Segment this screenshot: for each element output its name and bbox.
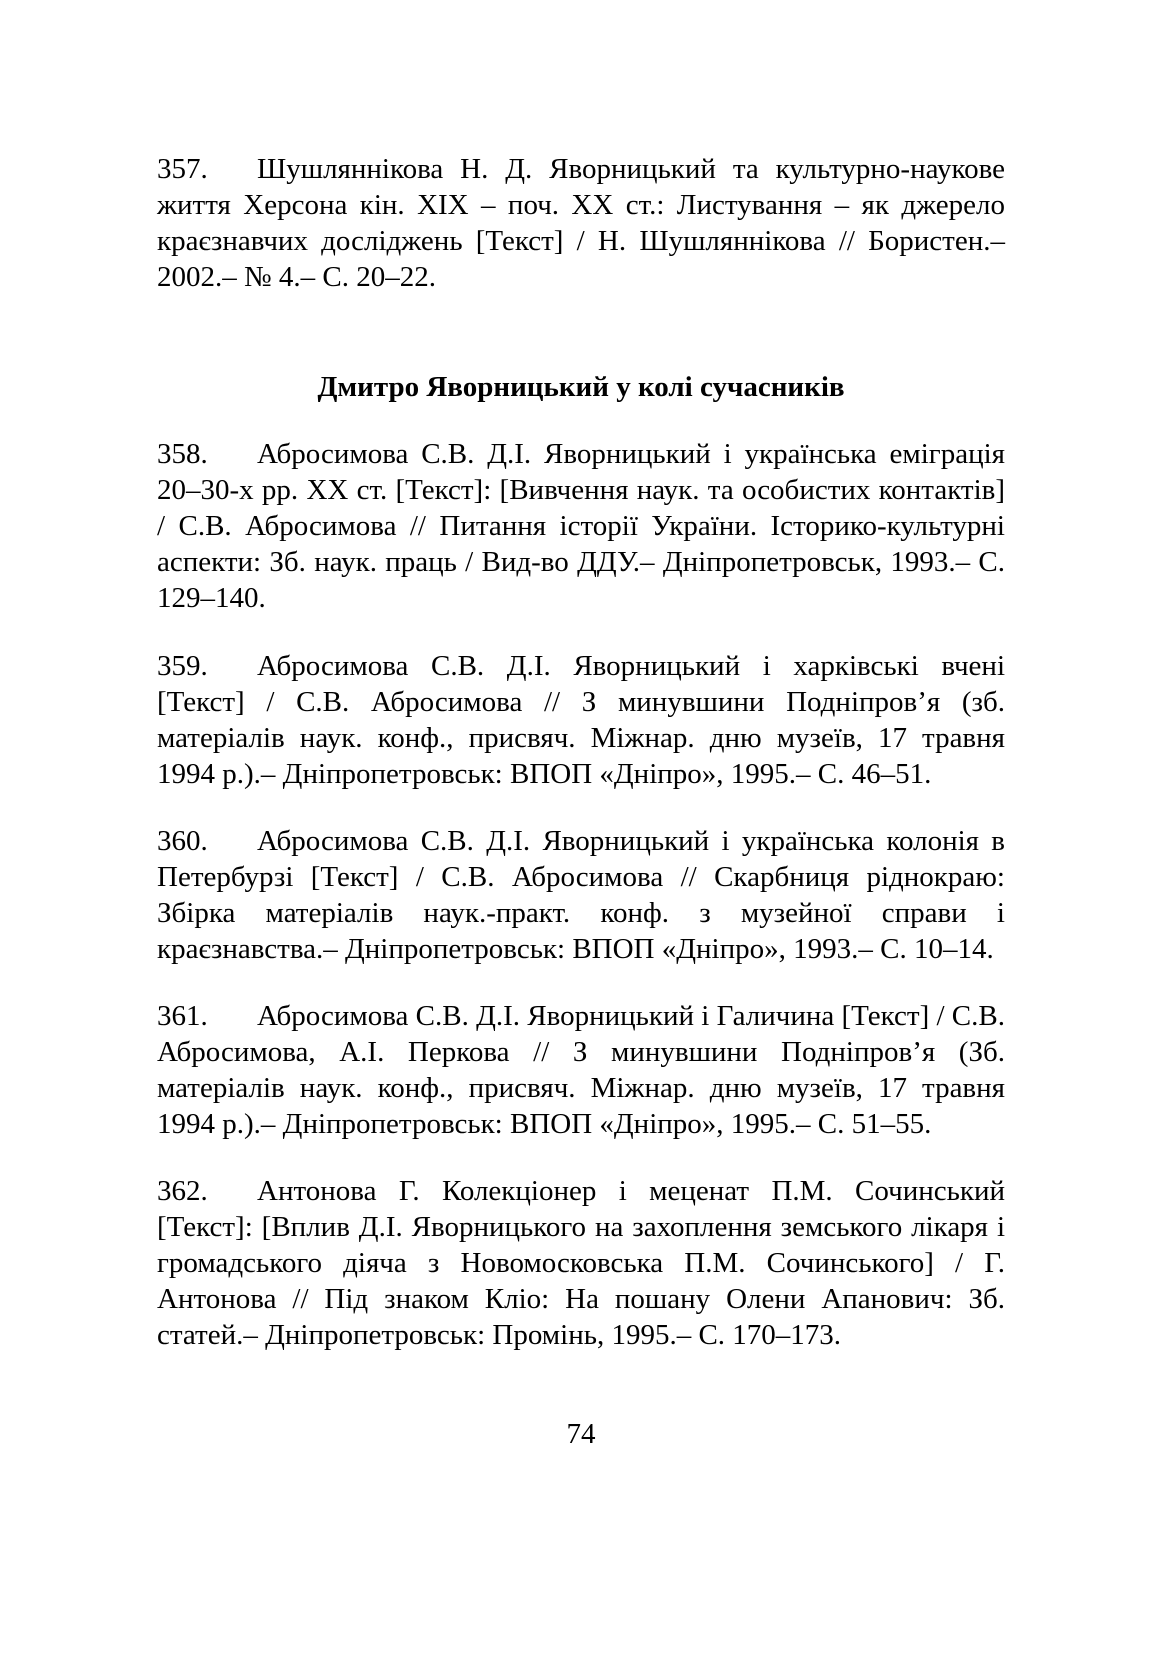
entry-text: Абросимова С.В. Д.І. Яворницький і Галичина [Текст] / С.В. Абросимова, А.І. Перкова // З минувшини Подніпров’я (Зб. матеріалів наук. конф., присвяч. Міжнар. дню музеїв, 17 травня 1994 р.).– Дніпропетровськ: ВПОП «Дніпро», 1995.– С. 51–55. xyxy=(157,1000,1005,1140)
entry-number: 358. xyxy=(157,438,208,470)
entry-text: Абросимова С.В. Д.І. Яворницький і українська еміграція 20–30-х рр. ХХ ст. [Текст]: [Вивчення наук. та особистих контактів] / С.В. Абросимова // Питання історії України. Історико-культурні аспекти: Зб. наук. праць / Вид-во ДДУ.– Дніпропетровськ, 1993.– С. 129–140. xyxy=(157,438,1005,614)
entry-number: 359. xyxy=(157,650,208,682)
entry-text: Абросимова С.В. Д.І. Яворницький і українська колонія в Петербурзі [Текст] / С.В. Абросимова // Скарбниця ріднокраю: Збірка матеріалів наук.-практ. конф. з музейної справи і краєзнавства.– Дніпропетровськ: ВПОП «Дніпро», 1993.– С. 10–14. xyxy=(157,825,1005,965)
entry-number: 360. xyxy=(157,825,208,857)
bibliography-entry-360 xyxy=(157,823,1005,967)
bibliography-entry-361 xyxy=(157,998,1005,1142)
entry-text: Шушляннікова Н. Д. Яворницький та культурно-наукове життя Херсона кін. ХІХ – поч. ХХ ст.: Листування – як джерело краєзнавчих досліджень [Текст] / Н. Шушляннікова // Бористен.– 2002.– № 4.– С. 20–22. xyxy=(157,153,1005,293)
entry-number: 361. xyxy=(157,1000,208,1032)
entry-text: Антонова Г. Колекціонер і меценат П.М. Сочинський [Текст]: [Вплив Д.І. Яворницького на захоплення земського лікаря і громадського діяча з Новомосковська П.М. Сочинського] / Г. Антонова // Під знаком Кліо: На пошану Олени Апанович: Зб. статей.– Дніпропетровськ: Промінь, 1995.– С. 170–173. xyxy=(157,1175,1005,1351)
bibliography-entry-359 xyxy=(157,648,1005,792)
bibliography-entry-357 xyxy=(157,151,1005,295)
bibliography-entry-358 xyxy=(157,436,1005,616)
page-number: 74 xyxy=(566,1418,596,1450)
section-heading: Дмитро Яворницький у колі сучасників xyxy=(317,371,845,403)
entry-number: 357. xyxy=(157,153,208,185)
entry-number: 362. xyxy=(157,1175,208,1207)
entry-text: Абросимова С.В. Д.І. Яворницький і харківські вчені [Текст] / С.В. Абросимова // З минувшини Подніпров’я (зб. матеріалів наук. конф., присвяч. Міжнар. дню музеїв, 17 травня 1994 р.).– Дніпропетровськ: ВПОП «Дніпро», 1995.– С. 46–51. xyxy=(157,650,1005,790)
bibliography-entry-362 xyxy=(157,1173,1005,1353)
